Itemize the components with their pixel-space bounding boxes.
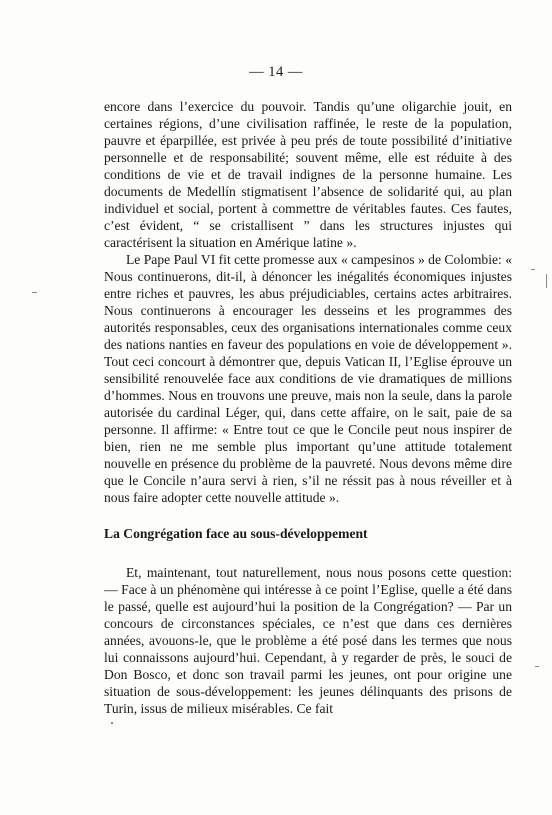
- paragraph-congregation: Et, maintenant, tout naturellement, nous nous posons cette question: — Face à un phénomène qui intéresse à ce point l’Eglise, quelle a été dans le passé, quelle est aujourd’hui la position de la Congrégation? — Par un concours de circonstances spéciales, ce n’est que dans ces dernières années, avouons-le, que le problème a été posé dans les termes que nous lui connaissons aujourd’hui. Cependant, à y regarder de près, le souci de Don Bosco, et donc son travail parmi les jeunes, ont pour origine une situation de sous-développement: les jeunes délinquants des prisons de Turin, issus de milieux misérables. Ce fait: [104, 565, 512, 716]
- scan-mark-left: [32, 292, 37, 293]
- page-number: — 14 —: [249, 64, 303, 80]
- scan-mark-bottom: [111, 722, 113, 724]
- scan-mark-right-2: [546, 274, 547, 288]
- paragraph-continuation: encore dans l’exercice du pouvoir. Tandis qu’une oligarchie jouit, en certaines régions, d’une civilisation raffinée, le reste de la population, pauvre et éparpillée, est privée à peu prés de toute possibilité d’initiative personnelle et de responsabilité; souvent même, elle est réduite à des conditions de vie et de travail indignes de la personne humaine. Les documents de Medellín stigmatisent l’absence de solidarité qui, au plan individuel et social, portent à commettre de véritables fautes. Ces fautes, c’est évident, “ se cristallisent ” dans les structures injustes qui caractérisent la situation en Amérique latine ».: [104, 99, 512, 250]
- section-heading: La Congrégation face au sous-développement: [104, 526, 368, 541]
- text-block-top: [104, 98, 512, 506]
- paragraph-paul-vi: Le Pape Paul VI fit cette promesse aux « campesinos » de Colombie: « Nous continuerons, dit-il, à dénoncer les inégalités économiques injustes entre riches et pauvres, les abus préjudiciables, certains actes arbitraires. Nous continuerons à encourager les desseins et les programmes des autorités responsables, ceux des organisations internationales comme ceux des nations nanties en faveur des populations en voie de développement ». Tout ceci concourt à démontrer que, depuis Vatican II, l’Eglise éprouve un sensibilité renouvelée face aux conditions de vie dramatiques de millions d’hommes. Nous en trouvons une preuve, mais non la seule, dans la parole autorisée du cardinal Léger, qui, dans cette affaire, on le sait, paie de sa personne. Il affirme: « Entre tout ce que le Concile peut nous inspirer de bien, rien ne me semble plus important qu’une attitude totalement nouvelle en présence du problème de la pauvreté. Nous devons même dire que le Concile n’aura servi à rien, s’il ne réssit pas à nous réveiller et à nous faire adopter cette nouvelle attitude ».: [104, 252, 512, 505]
- text-block-bottom: [104, 564, 512, 717]
- scan-mark-right-1: [531, 269, 535, 270]
- scan-mark-right-3: [535, 666, 539, 667]
